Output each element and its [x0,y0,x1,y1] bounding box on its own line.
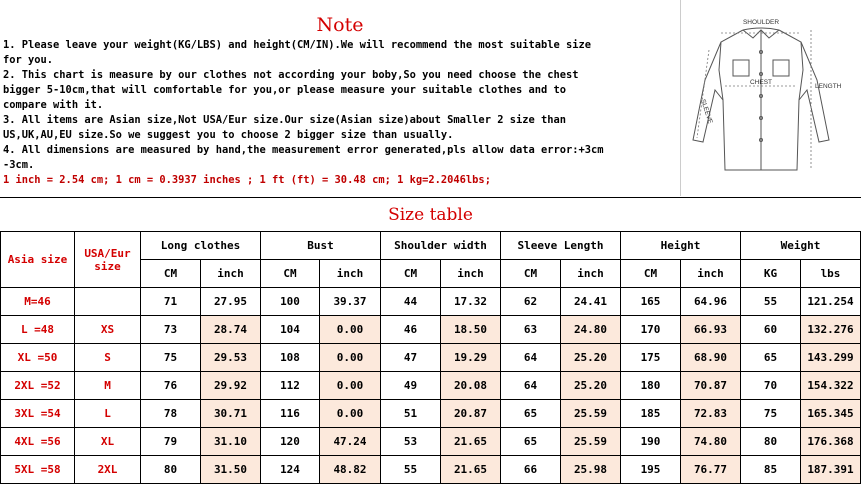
note-line: 2. This chart is measure by our clothes not according your boby,So you need choose the chest [3,69,579,81]
table-cell: 65 [501,428,561,456]
table-cell: 73 [141,316,201,344]
usa-size-cell: 2XL [75,456,141,484]
table-cell: 25.59 [561,400,621,428]
usa-size-cell [75,288,141,316]
table-cell: 53 [381,428,441,456]
table-cell: 62 [501,288,561,316]
table-cell: 27.95 [201,288,261,316]
table-cell: 170 [621,316,681,344]
asia-size-cell: M=46 [1,288,75,316]
table-cell: 28.74 [201,316,261,344]
table-cell: 25.20 [561,344,621,372]
table-cell: 80 [141,456,201,484]
usa-size-cell: S [75,344,141,372]
table-cell: 180 [621,372,681,400]
table-cell: 120 [261,428,320,456]
table-cell: 55 [741,288,801,316]
table-cell: 0.00 [320,316,381,344]
table-cell: 85 [741,456,801,484]
unit-cell: CM [261,260,320,288]
table-cell: 20.08 [441,372,501,400]
col-height: Height [621,232,741,260]
asia-size-cell: 2XL =52 [1,372,75,400]
table-cell: 39.37 [320,288,381,316]
table-cell: 20.87 [441,400,501,428]
col-bust: Bust [261,232,381,260]
table-row [1,428,861,456]
table-cell: 25.98 [561,456,621,484]
table-cell: 185 [621,400,681,428]
chest-label: CHEST [749,79,773,86]
note-line: 3. All items are Asian size,Not USA/Eur size.Our size(Asian size)about Smaller 2 size than [3,114,567,126]
table-cell: 79 [141,428,201,456]
table-cell: 165.345 [801,400,861,428]
size-table-body [1,288,861,484]
unit-cell: CM [141,260,201,288]
table-cell: 64 [501,344,561,372]
table-cell: 24.80 [561,316,621,344]
unit-cell: CM [501,260,561,288]
note-title: Note [316,14,364,36]
size-table [0,231,861,484]
table-row [1,456,861,484]
table-cell: 68.90 [681,344,741,372]
table-cell: 25.20 [561,372,621,400]
table-cell: 78 [141,400,201,428]
note-lines [3,38,680,173]
table-cell: 104 [261,316,320,344]
table-cell: 65 [501,400,561,428]
table-cell: 108 [261,344,320,372]
table-cell: 100 [261,288,320,316]
asia-size-cell: XL =50 [1,344,75,372]
asia-size-cell: 3XL =54 [1,400,75,428]
table-cell: 74.80 [681,428,741,456]
usa-size-cell: L [75,400,141,428]
col-usa-eur-size: USA/Eur size [75,232,141,288]
table-cell: 75 [741,400,801,428]
table-cell: 0.00 [320,344,381,372]
table-cell: 70 [741,372,801,400]
table-cell: 175 [621,344,681,372]
table-row [1,400,861,428]
table-row [1,372,861,400]
usa-size-cell: XL [75,428,141,456]
table-cell: 76 [141,372,201,400]
table-row [1,316,861,344]
table-cell: 21.65 [441,456,501,484]
table-cell: 0.00 [320,400,381,428]
table-cell: 55 [381,456,441,484]
shirt-drawing [681,0,861,196]
usa-size-cell: M [75,372,141,400]
col-long-clothes: Long clothes [141,232,261,260]
table-cell: 112 [261,372,320,400]
unit-cell: inch [681,260,741,288]
unit-cell: inch [320,260,381,288]
note-line: 4. All dimensions are measured by hand,the measurement error generated,pls allow data error:+3cm [3,144,604,156]
shoulder-label: SHOULDER [742,19,780,26]
table-cell: 66.93 [681,316,741,344]
table-cell: 21.65 [441,428,501,456]
table-cell: 60 [741,316,801,344]
asia-size-cell: L =48 [1,316,75,344]
table-row [1,344,861,372]
table-cell: 195 [621,456,681,484]
table-cell: 63 [501,316,561,344]
note-panel [0,0,681,196]
note-line: -3cm. [3,159,35,171]
table-cell: 70.87 [681,372,741,400]
unit-conversion: 1 inch = 2.54 cm; 1 cm = 0.3937 inches ; 1 ft (ft) = 30.48 cm; 1 kg=2.2046lbs; [3,174,491,186]
note-line: 1. Please leave your weight(KG/LBS) and height(CM/IN).We will recommend the most suitable size [3,39,592,51]
table-cell: 176.368 [801,428,861,456]
usa-size-cell: XS [75,316,141,344]
length-label: LENGTH [815,83,842,90]
table-cell: 143.299 [801,344,861,372]
table-cell: 29.92 [201,372,261,400]
table-cell: 17.32 [441,288,501,316]
unit-cell: inch [561,260,621,288]
note-line: for you. [3,54,54,66]
sleeve-label: SLEEVE [699,98,714,125]
table-cell: 154.322 [801,372,861,400]
table-cell: 29.53 [201,344,261,372]
asia-size-cell: 4XL =56 [1,428,75,456]
table-cell: 24.41 [561,288,621,316]
table-cell: 165 [621,288,681,316]
unit-cell: lbs [801,260,861,288]
note-line: bigger 5-10cm,that will comfortable for you,or please measure your suitable clothes and to [3,84,567,96]
size-table-title: Size table [0,197,861,232]
note-line: US,UK,AU,EU size.So we suggest you to choose 2 bigger size than usually. [3,129,454,141]
table-cell: 18.50 [441,316,501,344]
table-cell: 124 [261,456,320,484]
table-cell: 75 [141,344,201,372]
table-cell: 46 [381,316,441,344]
col-weight: Weight [741,232,861,260]
col-shoulder-width: Shoulder width [381,232,501,260]
table-cell: 116 [261,400,320,428]
table-cell: 47.24 [320,428,381,456]
table-cell: 66 [501,456,561,484]
table-cell: 25.59 [561,428,621,456]
table-cell: 49 [381,372,441,400]
shirt-diagram [681,0,861,196]
col-asia-size: Asia size [1,232,75,288]
asia-size-cell: 5XL =58 [1,456,75,484]
table-cell: 0.00 [320,372,381,400]
table-cell: 19.29 [441,344,501,372]
table-cell: 72.83 [681,400,741,428]
unit-cell: inch [201,260,261,288]
table-cell: 30.71 [201,400,261,428]
table-cell: 64 [501,372,561,400]
table-cell: 76.77 [681,456,741,484]
table-cell: 64.96 [681,288,741,316]
table-cell: 80 [741,428,801,456]
table-cell: 47 [381,344,441,372]
unit-cell: inch [441,260,501,288]
table-cell: 65 [741,344,801,372]
unit-cell: KG [741,260,801,288]
table-cell: 48.82 [320,456,381,484]
table-cell: 132.276 [801,316,861,344]
unit-cell: CM [621,260,681,288]
col-sleeve-length: Sleeve Length [501,232,621,260]
table-cell: 121.254 [801,288,861,316]
table-cell: 71 [141,288,201,316]
table-row [1,288,861,316]
note-line: compare with it. [3,99,104,111]
table-cell: 44 [381,288,441,316]
table-cell: 51 [381,400,441,428]
unit-cell: CM [381,260,441,288]
table-cell: 31.50 [201,456,261,484]
table-cell: 190 [621,428,681,456]
table-cell: 187.391 [801,456,861,484]
table-cell: 31.10 [201,428,261,456]
